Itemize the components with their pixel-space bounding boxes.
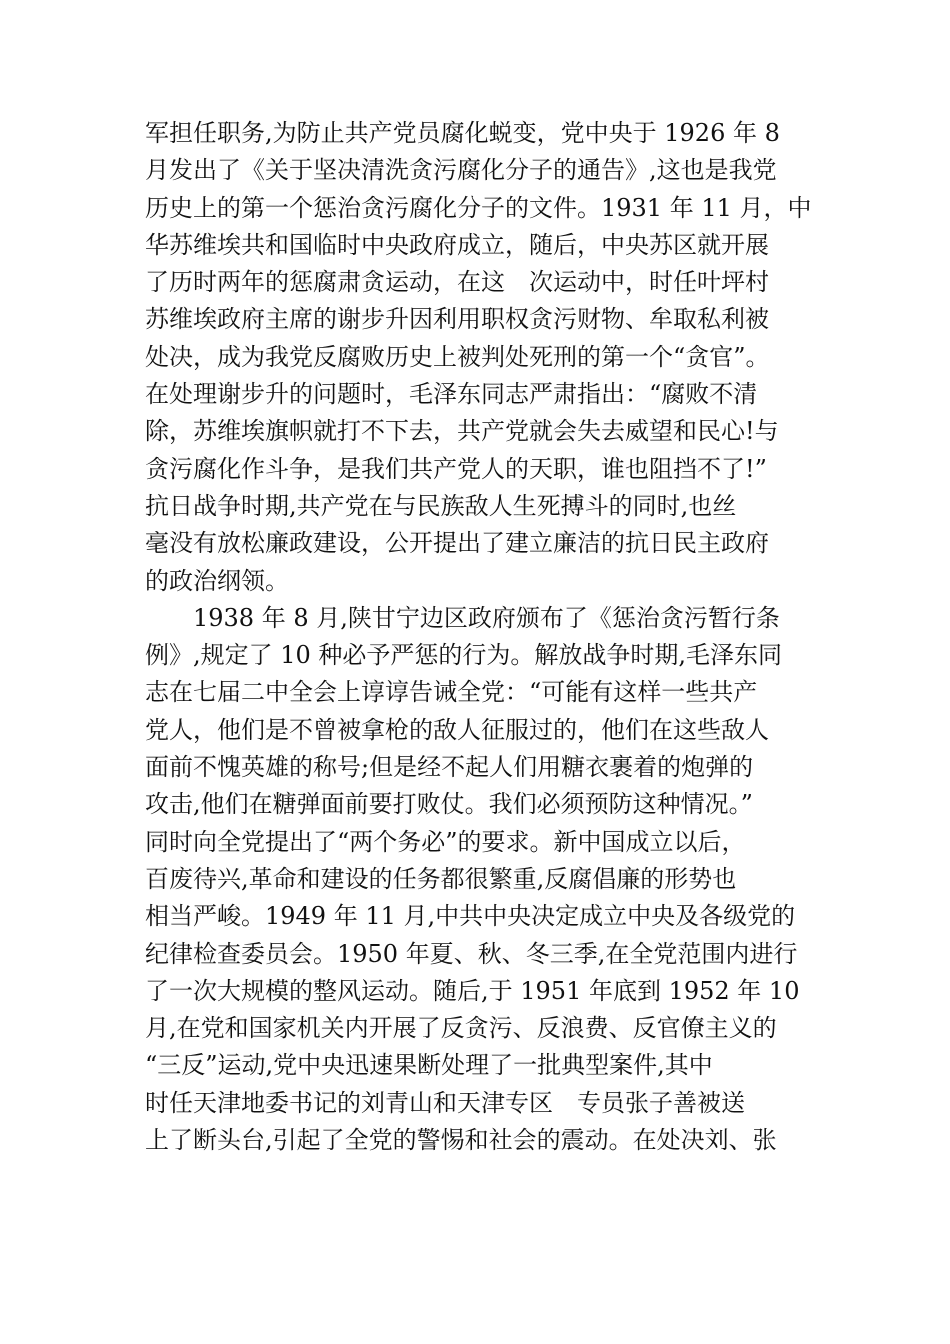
text-line: 百废待兴,革命和建设的任务都很繁重,反腐倡廉的形势也: [145, 864, 737, 893]
text-line: 华苏维埃共和国临时中央政府成立，随后，中央苏区就开展: [145, 230, 769, 259]
text-line: 上了断头台,引起了全党的警惕和社会的震动。在处决刘、张: [145, 1126, 777, 1155]
text-line: 时任天津地委书记的刘青山和天津专区 专员张子善被送: [145, 1088, 745, 1117]
text-line: 除，苏维埃旗帜就打不下去，共产党就会失去威望和民心!与: [145, 417, 779, 446]
text-line: 历史上的第一个惩治贪污腐化分子的文件。1931 年 11 月，中: [145, 193, 812, 222]
text-line: 抗日战争时期,共产党在与民族敌人生死搏斗的同时,也丝: [145, 491, 737, 520]
text-line: 纪律检查委员会。1950 年夏、秋、冬三季,在全党范围内进行: [145, 939, 798, 968]
text-line: 苏维埃政府主席的谢步升因利用职权贪污财物、牟取私利被: [145, 305, 769, 334]
text-line: 处决，成为我党反腐败历史上被判处死刑的第一个“贪官”。: [145, 342, 770, 371]
text-line: 月发出了《关于坚决清洗贪污腐化分子的通告》,这也是我党: [145, 156, 777, 185]
text-line: 的政治纲领。: [145, 566, 289, 595]
text-line: 贪污腐化作斗争，是我们共产党人的天职，谁也阻挡不了!”: [145, 454, 767, 483]
text-line: 毫没有放松廉政建设，公开提出了建立廉洁的抗日民主政府: [145, 529, 769, 558]
text-line: 面前不愧英雄的称号;但是经不起人们用糖衣裹着的炮弹的: [145, 753, 754, 782]
text-line: 攻击,他们在糖弹面前要打败仗。我们必须预防这种情况。”: [145, 790, 753, 819]
text-line: 志在七届二中全会上谆谆告诫全党：“可能有这样一些共产: [145, 678, 758, 707]
text-line: 了历时两年的惩腐肃贪运动，在这 次运动中，时任叶坪村: [145, 268, 769, 297]
text-line: 在处理谢步升的问题时，毛泽东同志严肃指出：“腐败不清: [145, 380, 758, 409]
text-line: 了一次大规模的整风运动。随后,于 1951 年底到 1952 年 10: [145, 976, 800, 1005]
body-text: [145, 115, 825, 1159]
text-line: 月,在党和国家机关内开展了反贪污、反浪费、反官僚主义的: [145, 1014, 777, 1043]
text-line: 军担任职务,为防止共产党员腐化蜕变，党中央于 1926 年 8: [145, 119, 780, 147]
text-line: 1938 年 8 月,陕甘宁边区政府颁布了《惩治贪污暂行条: [145, 603, 780, 632]
text-line: 相当严峻。1949 年 11 月,中共中央决定成立中央及各级党的: [145, 902, 796, 931]
text-line: 党人，他们是不曾被拿枪的敌人征服过的，他们在这些敌人: [145, 715, 769, 744]
text-line: 例》,规定了 10 种必予严惩的行为。解放战争时期,毛泽东同: [145, 641, 783, 670]
text-line: “三反”运动,党中央迅速果断处理了一批典型案件,其中: [145, 1051, 713, 1080]
text-line: 同时向全党提出了“两个务必”的要求。新中国成立以后，: [145, 827, 746, 856]
